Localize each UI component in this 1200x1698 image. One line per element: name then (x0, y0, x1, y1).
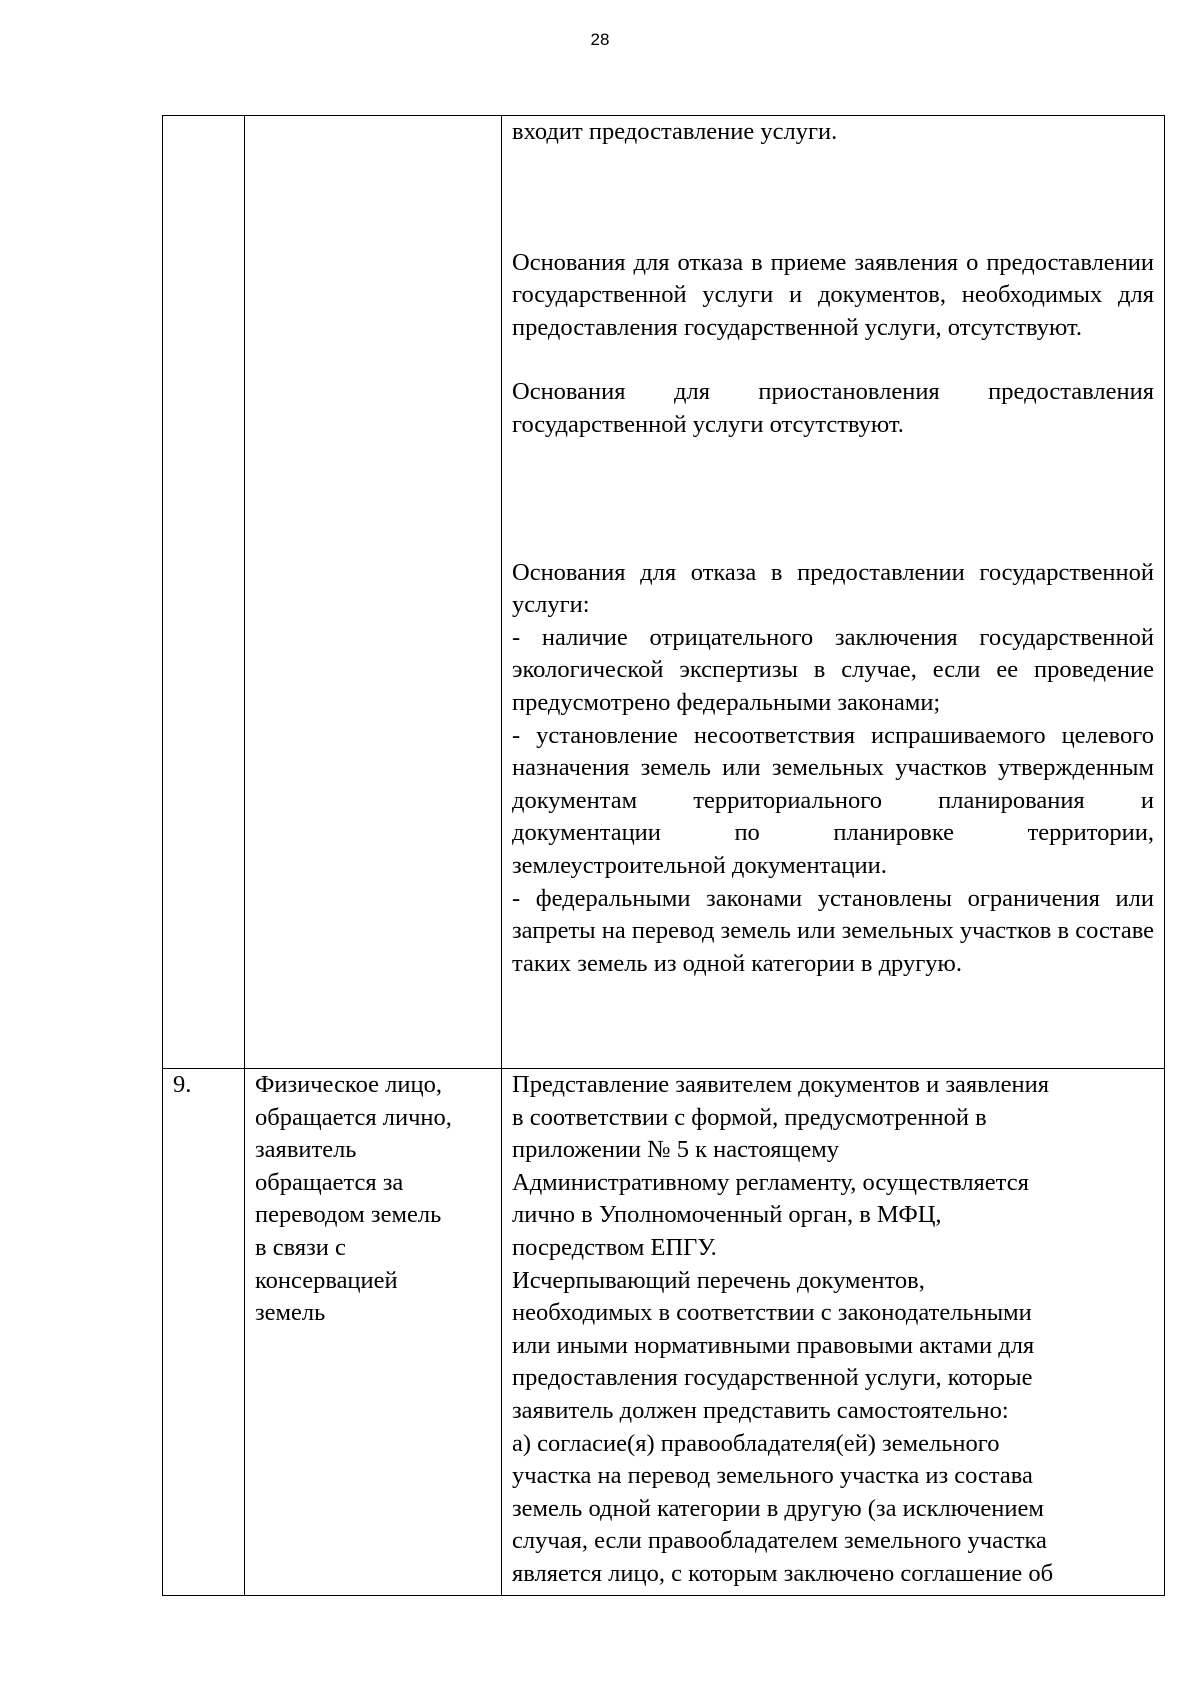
text-line: в соответствии с формой, предусмотренной в (512, 1103, 987, 1131)
text-line: случая, если правообладателем земельного участка (512, 1527, 1047, 1555)
service-description-cell (502, 1069, 1165, 1596)
row-number-cell (163, 116, 245, 1069)
suspension-grounds: Основания для приостановления предоставления государственной услуги отсутствуют. (512, 378, 1154, 438)
applicant-category-cell (245, 116, 502, 1069)
service-description-cell (502, 116, 1165, 1069)
text-line: необходимых в соответствии с законодательными (512, 1299, 1032, 1327)
services-table (162, 115, 1165, 1596)
table-row-continued (163, 116, 1165, 1069)
applicant-line: земель (255, 1299, 326, 1327)
text-line: является лицо, с которым заключено соглашение об (512, 1559, 1054, 1587)
applicant-line: Физическое лицо, (255, 1071, 442, 1098)
text-line: лично в Уполномоченный орган, в МФЦ, (512, 1201, 942, 1229)
refusal-ground-item: - наличие отрицательного заключения государственной экологической экспертизы в случае, если ее проведение предусмотрено федеральными законами; (512, 623, 1154, 716)
applicant-line: переводом земель (255, 1201, 442, 1229)
text-line: Представление заявителем документов и заявления (512, 1071, 1050, 1098)
applicant-line: обращается лично, (255, 1103, 452, 1131)
table-row-9 (163, 1069, 1165, 1596)
text-line: а) согласие(я) правообладателя(ей) земельного (512, 1429, 1000, 1457)
row-number-cell: 9. (163, 1069, 245, 1596)
text-line: участка на перевод земельного участка из состава (512, 1462, 1033, 1490)
applicant-line: в связи с (255, 1233, 346, 1261)
text-line: Исчерпывающий перечень документов, (512, 1266, 925, 1294)
text-line: Административному регламенту, осуществляется (512, 1168, 1029, 1196)
continuation-text: входит предоставление услуги. (512, 118, 838, 145)
refusal-grounds-title: Основания для отказа в предоставлении государственной услуги: (512, 558, 1154, 619)
text-line: предоставления государственной услуги, которые (512, 1364, 1033, 1392)
text-line: или иными нормативными правовыми актами для (512, 1331, 1035, 1359)
refusal-ground-item: - установление несоответствия испрашиваемого целевого назначения земель или земельных участков утвержденным документам территориального планирования и документации по планировке территории, землеустроительной документации. (512, 721, 1154, 879)
text-line: земель одной категории в другую (за исключением (512, 1494, 1044, 1522)
text-line: заявитель должен представить самостоятельно: (512, 1396, 1009, 1424)
text-line: посредством ЕПГУ. (512, 1233, 717, 1261)
text-line: приложении № 5 к настоящему (512, 1136, 839, 1164)
refusal-ground-item: - федеральными законами установлены ограничения или запреты на перевод земель или земельных участков в составе таких земель из одной категории в другую. (512, 884, 1154, 977)
refusal-reception-grounds: Основания для отказа в приеме заявления о предоставлении государственной услуги и документов, необходимых для предоставления государственной услуги, отсутствуют. (512, 248, 1154, 341)
page-number: 28 (590, 30, 610, 49)
applicant-line: заявитель (255, 1136, 357, 1164)
applicant-line: консервацией (255, 1266, 398, 1294)
applicant-line: обращается за (255, 1168, 404, 1196)
applicant-category-cell (245, 1069, 502, 1596)
